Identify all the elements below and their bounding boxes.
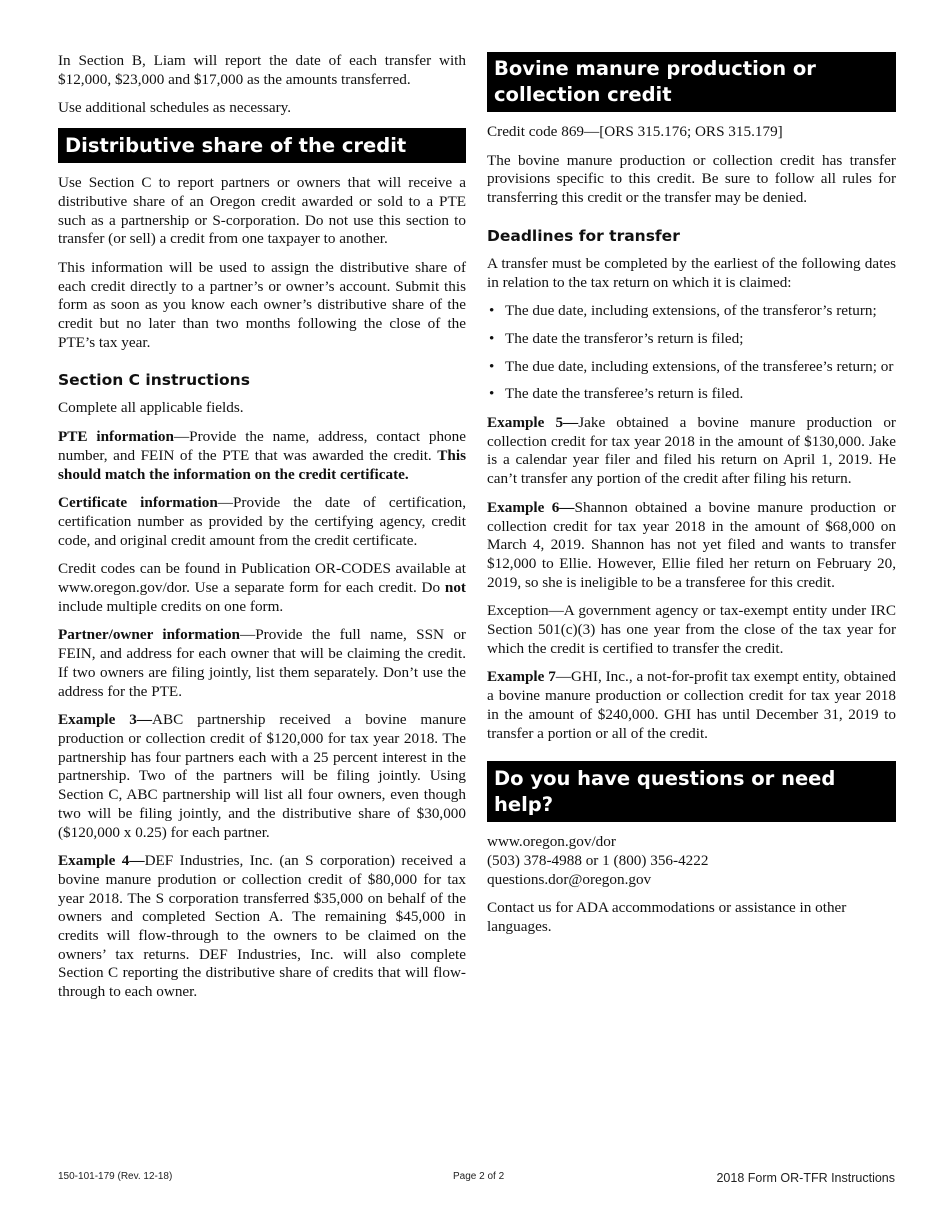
exception-paragraph: Exception—A government agency or tax-exempt entity under IRC Section 501(c)(3) has one year from the close of the tax year for which the credit is certified to transfer the credit. — [487, 602, 896, 657]
list-item-text: The due date, including extensions, of the transferor’s return; — [505, 302, 877, 320]
example-4-paragraph — [58, 852, 466, 1002]
footer-page-number: Page 2 of 2 — [453, 1171, 505, 1182]
example-6-label: Example 6— — [487, 498, 575, 516]
example-5-label: Example 5— — [487, 414, 579, 432]
certificate-information-text: —Provide the date of certification, certification number as provided by the certifying agency, credit code, and original credit amount from the credit certificate. — [58, 494, 466, 549]
example-5-paragraph — [487, 414, 896, 489]
pte-information-text: —Provide the name, address, contact phone number, and FEIN of the PTE that was awarded the credit. — [58, 428, 466, 464]
credit-codes-text-2: include multiple credits on one form. — [58, 597, 284, 615]
contact-phone: (503) 378-4988 or 1 (800) 356-4222 — [487, 851, 709, 869]
bullet-icon: • — [489, 329, 495, 347]
partner-owner-paragraph — [58, 626, 466, 701]
example-3-paragraph — [58, 711, 466, 842]
complete-fields-note: Complete all applicable fields. — [58, 399, 244, 417]
example-3-label: Example 3— — [58, 711, 153, 729]
partner-owner-label: Partner/owner information — [58, 626, 240, 644]
example-5-text: Jake obtained a bovine manure production or collection credit for tax year 2018 in the amount of $130,000. Jake is a calendar year filer and filed his return on April 1, 2019. He can’t transfer any portion of the credit after filing his return. — [487, 414, 896, 488]
contact-email-link[interactable]: questions.dor@oregon.gov — [487, 870, 652, 888]
additional-schedules-note: Use additional schedules as necessary. — [58, 99, 292, 117]
example-3-text: ABC partnership received a bovine manure production or collection credit of $120,000 for tax year 2018. The partnership has four partners each with a 25 percent interest in the partnership. Two of the partners will be filing jointly. Using Section C, ABC partnership will list all four owners, even though two will be filing jointly, and the distributive share of $30,000 ($120,000 x 0.25) for each partner. — [58, 711, 466, 841]
deadline-list — [487, 302, 896, 404]
footer-form-number: 150-101-179 (Rev. 12-18) — [58, 1171, 173, 1182]
section-c-heading: Section C instructions — [58, 371, 250, 390]
left-column — [58, 52, 466, 1012]
list-item-text: The date the transferee’s return is filed. — [505, 385, 744, 403]
list-item — [489, 385, 896, 404]
example-4-label: Example 4— — [58, 852, 145, 870]
credit-code-line: Credit code 869—[ORS 315.176; ORS 315.179] — [487, 123, 783, 140]
deadlines-heading: Deadlines for transfer — [487, 226, 680, 245]
help-heading: Do you have questions or need help? — [487, 761, 896, 822]
partner-owner-text: —Provide the full name, SSN or FEIN, and address for each owner that will be claiming the credit. If two owners are filing jointly, list them separately. Don’t use the address for the PTE. — [58, 626, 466, 700]
credit-codes-text-1: Credit codes can be found in Publication OR-CODES available at www.oregon.gov/dor. Use a separate form for each credit. Do — [58, 560, 466, 597]
distributive-paragraph-1: Use Section C to report partners or owners that will receive a distributive share of an Oregon credit awarded or sold to a PTE such as a partnership or S-corporation. Do not use this section to transfer (or sell) a credit from one taxpayer to another. — [58, 174, 466, 248]
certificate-information-label: Certificate information — [58, 494, 218, 512]
deadlines-paragraph: A transfer must be completed by the earliest of the following dates in relation to the tax return on which it is claimed: — [487, 254, 896, 291]
list-item-text: The due date, including extensions, of the transferee’s return; or — [505, 357, 894, 375]
list-item-text: The date the transferor’s return is filed; — [505, 329, 744, 347]
footer-form-title: 2018 Form OR-TFR Instructions — [716, 1171, 895, 1185]
list-item — [489, 329, 896, 349]
pte-match-note: This should match the information on the credit certificate. — [58, 446, 466, 483]
distributive-share-heading: Distributive share of the credit — [58, 128, 466, 163]
example-7-paragraph — [487, 668, 896, 743]
bullet-icon: • — [489, 302, 495, 320]
distributive-paragraph-2: This information will be used to assign the distributive share of each credit directly to a partner’s or owner’s account. Submit this form as soon as you know each owner’s distributive share of the credit but no later than two months following the close of the PTE’s tax year. — [58, 258, 466, 351]
bovine-credit-heading: Bovine manure production or collection credit — [487, 52, 896, 112]
example-4-text: DEF Industries, Inc. (an S corporation) received a bovine manure prodution or collection credit of $80,000 for tax year 2018. The S corporation transferred $35,000 on behalf of the owners and completed Section A. The remaining $45,000 in credits will flow-through to the owners to be claimed on the owners’ tax returns. DEF Industries, Inc. will also complete Section C reporting the distributive share of credits that will flow-through to each owner. — [58, 852, 466, 1001]
bullet-icon: • — [489, 357, 495, 375]
example-6-text: Shannon obtained a bovine manure production or collection credit for tax year 2018 in the amount of $68,000 on March 4, 2019. Shannon has not yet filed and wants to transfer $12,000 to Ellie. However, Ellie filed her return on February 20, 2019, so she is ineligible to be a transferee for this credit. — [487, 498, 896, 591]
right-column — [487, 52, 896, 947]
ada-paragraph: Contact us for ADA accommodations or assistance in other languages. — [487, 899, 847, 936]
credit-codes-not: not — [444, 579, 466, 597]
contact-website-link[interactable]: www.oregon.gov/dor — [487, 833, 616, 851]
example-7-label: Example 7 — [487, 668, 556, 686]
credit-codes-paragraph — [58, 560, 466, 616]
pte-information-paragraph — [58, 428, 466, 484]
pte-information-label: PTE information — [58, 428, 174, 446]
list-item — [489, 357, 896, 377]
list-item — [489, 302, 896, 321]
contact-block — [487, 833, 896, 889]
bovine-paragraph: The bovine manure production or collection credit has transfer provisions specific to this credit. Be sure to follow all rules for transferring this credit or the transfer may be denied. — [487, 151, 896, 207]
certificate-information-paragraph — [58, 494, 466, 550]
example-7-text: —GHI, Inc., a not-for-profit tax exempt entity, obtained a bovine manure production or collection credit for tax year 2018 in the amount of $240,000. GHI has until December 31, 2019 to transfer a portion or all of the credit. — [487, 668, 896, 742]
intro-paragraph: In Section B, Liam will report the date of each transfer with $12,000, $23,000 and $17,000 as the amounts transferred. — [58, 52, 466, 88]
bullet-icon: • — [489, 385, 495, 403]
example-6-paragraph — [487, 499, 896, 593]
